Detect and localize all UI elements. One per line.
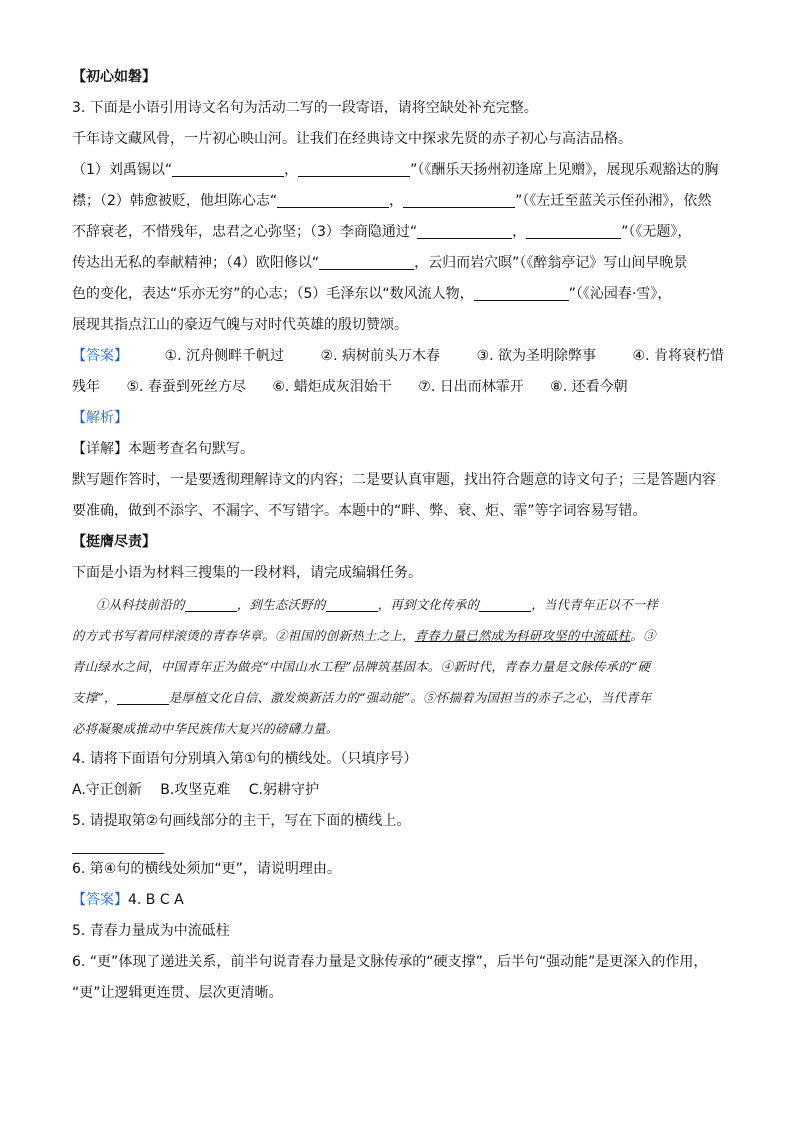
material-blank-2[interactable]	[326, 595, 378, 612]
material-line-3: 青山绿水之间，中国青年正为做亮“中国山水工程”品牌筑基固本。④新时代，青春力量是文脉传承的“硬	[72, 659, 651, 674]
answer-item: ①. 沉舟侧畔千帆过	[164, 348, 284, 364]
answer-6-line-1: 6. “更”体现了递进关系，前半句说青春力量是文脉传承的“硬支撑”，后半句“强动能”是更深入的作用，	[72, 954, 708, 970]
answer-row-2: 残年 ⑤. 春蚕到死丝方尽 ⑥. 蜡炬成灰泪始干 ⑦. 日出而林霏开 ⑧. 还看今朝	[72, 372, 724, 403]
question-3-stem: 3. 下面是小语引用诗文名句为活动二写的一段寄语，请将空缺处补充完整。	[72, 100, 538, 116]
material-blank-4[interactable]	[117, 688, 169, 705]
material-line-2: 的方式书写着同样滚烫的青春华章。②祖国的创新热土之上，青春力量已然成为科研攻坚的中流砥柱。③	[72, 628, 656, 643]
fill-blank-4[interactable]	[403, 191, 515, 208]
fill-blank-8[interactable]	[474, 284, 569, 301]
question-3-line-3: 不辞衰老，不惜残年，忠君之心弥坚；（3）李商隐通过“ ， ”（《无题》，	[72, 224, 692, 240]
fill-blank-6[interactable]	[526, 222, 621, 239]
fill-blank-7[interactable]	[319, 253, 414, 270]
analysis-label: 【解析】	[72, 410, 128, 426]
answer-line-q5	[72, 837, 724, 854]
question-3-intro: 千年诗文藏风骨，一片初心映山河。让我们在经典诗文中探求先贤的赤子初心与高洁品格。	[72, 131, 632, 147]
answer-rule[interactable]	[72, 837, 164, 854]
question-3-line-1: （1）刘禹锡以“ ， ”（《酬乐天扬州初逢席上见赠》，展现乐观豁达的胸	[72, 162, 719, 178]
material-line-4: 支撑”， 是厚植文化自信、激发焕新活力的“强动能”。⑤怀揣着为国担当的赤子之心，当代青年	[72, 690, 652, 705]
question-3-line-4: 传达出无私的奉献精神；（4）欧阳修以“ ，云归而岩穴暝”（《醉翁亭记》写山间早晚景	[72, 255, 688, 271]
option-c: C.躬耕守护	[248, 782, 319, 798]
answer-5: 5. 青春力量成为中流砥柱	[72, 923, 230, 939]
fill-blank-5[interactable]	[417, 222, 512, 239]
question-4-options	[72, 775, 724, 806]
underlined-sentence: 青春力量已然成为科研攻坚的中流砥柱	[414, 628, 631, 643]
explain-text-2: 要准确，做到不添字、不漏字、不写错字。本题中的“畔、弊、衰、炬、霏”等字词容易写错。	[72, 503, 647, 519]
material-passage	[72, 589, 724, 744]
option-b: B.攻坚克难	[160, 782, 231, 798]
answer-item: ②. 病树前头万木春	[320, 348, 440, 364]
answer-6-line-2: “更”让逻辑更连贯、层次更清晰。	[72, 985, 283, 1001]
option-a: A.守正创新	[72, 782, 142, 798]
section-2-intro: 下面是小语为材料三搜集的一段材料，请完成编辑任务。	[72, 565, 422, 581]
question-3-line-2: 襟；（2）韩愈被贬，他坦陈心志“ ， ”（《左迁至蓝关示侄孙湘》，依然	[72, 193, 712, 209]
section-heading-tingying: 【挺膺尽责】	[72, 534, 156, 550]
answer-item: ④. 肯将衰朽惜	[632, 348, 724, 364]
answer-item: ⑥. 蜡炬成灰泪始干	[272, 379, 392, 395]
document-page	[72, 62, 724, 1009]
material-line-1: ①从科技前沿的 ，到生态沃野的 ，再到文化传承的 ，当代青年正以不一样	[96, 597, 659, 612]
section-heading-chuxin: 【初心如磐】	[72, 69, 156, 85]
material-blank-3[interactable]	[479, 595, 531, 612]
material-blank-1[interactable]	[185, 595, 237, 612]
answer-label: 【答案】	[72, 892, 128, 908]
question-4: 4. 请将下面语句分别填入第①句的横线处。（只填序号）	[72, 751, 418, 767]
fill-blank-1[interactable]	[172, 160, 284, 177]
answer-item: ⑤. 春蚕到死丝方尽	[126, 379, 246, 395]
question-5: 5. 请提取第②句画线部分的主干，写在下面的横线上。	[72, 813, 411, 829]
detail-text: 【详解】本题考查名句默写。	[72, 441, 254, 457]
answer-item: ⑧. 还看今朝	[550, 379, 628, 395]
question-3-line-5: 色的变化，表达“乐亦无穷”的心志；（5）毛泽东以“数风流人物， ”（《沁园春·雪》，	[72, 286, 672, 302]
answer-item: ③. 欲为圣明除弊事	[476, 348, 596, 364]
question-3-line-6: 展现其指点江山的豪迈气魄与对时代英雄的殷切赞颂。	[72, 317, 408, 333]
question-6: 6. 第④句的横线处须加“更”，请说明理由。	[72, 861, 341, 877]
answer-item: ⑦. 日出而林霏开	[418, 379, 524, 395]
answer-row-1	[72, 341, 724, 372]
fill-blank-3[interactable]	[277, 191, 389, 208]
explain-text-1: 默写题作答时，一是要透彻理解诗文的内容；二是要认真审题，找出符合题意的诗文句子；三是答题内容	[72, 472, 716, 488]
section-2-answer: 【答案】4. B C A	[72, 892, 184, 908]
material-line-5: 必将凝聚成推动中华民族伟大复兴的磅礴力量。	[72, 721, 339, 736]
fill-blank-2[interactable]	[298, 160, 410, 177]
answer-label: 【答案】	[72, 348, 128, 364]
